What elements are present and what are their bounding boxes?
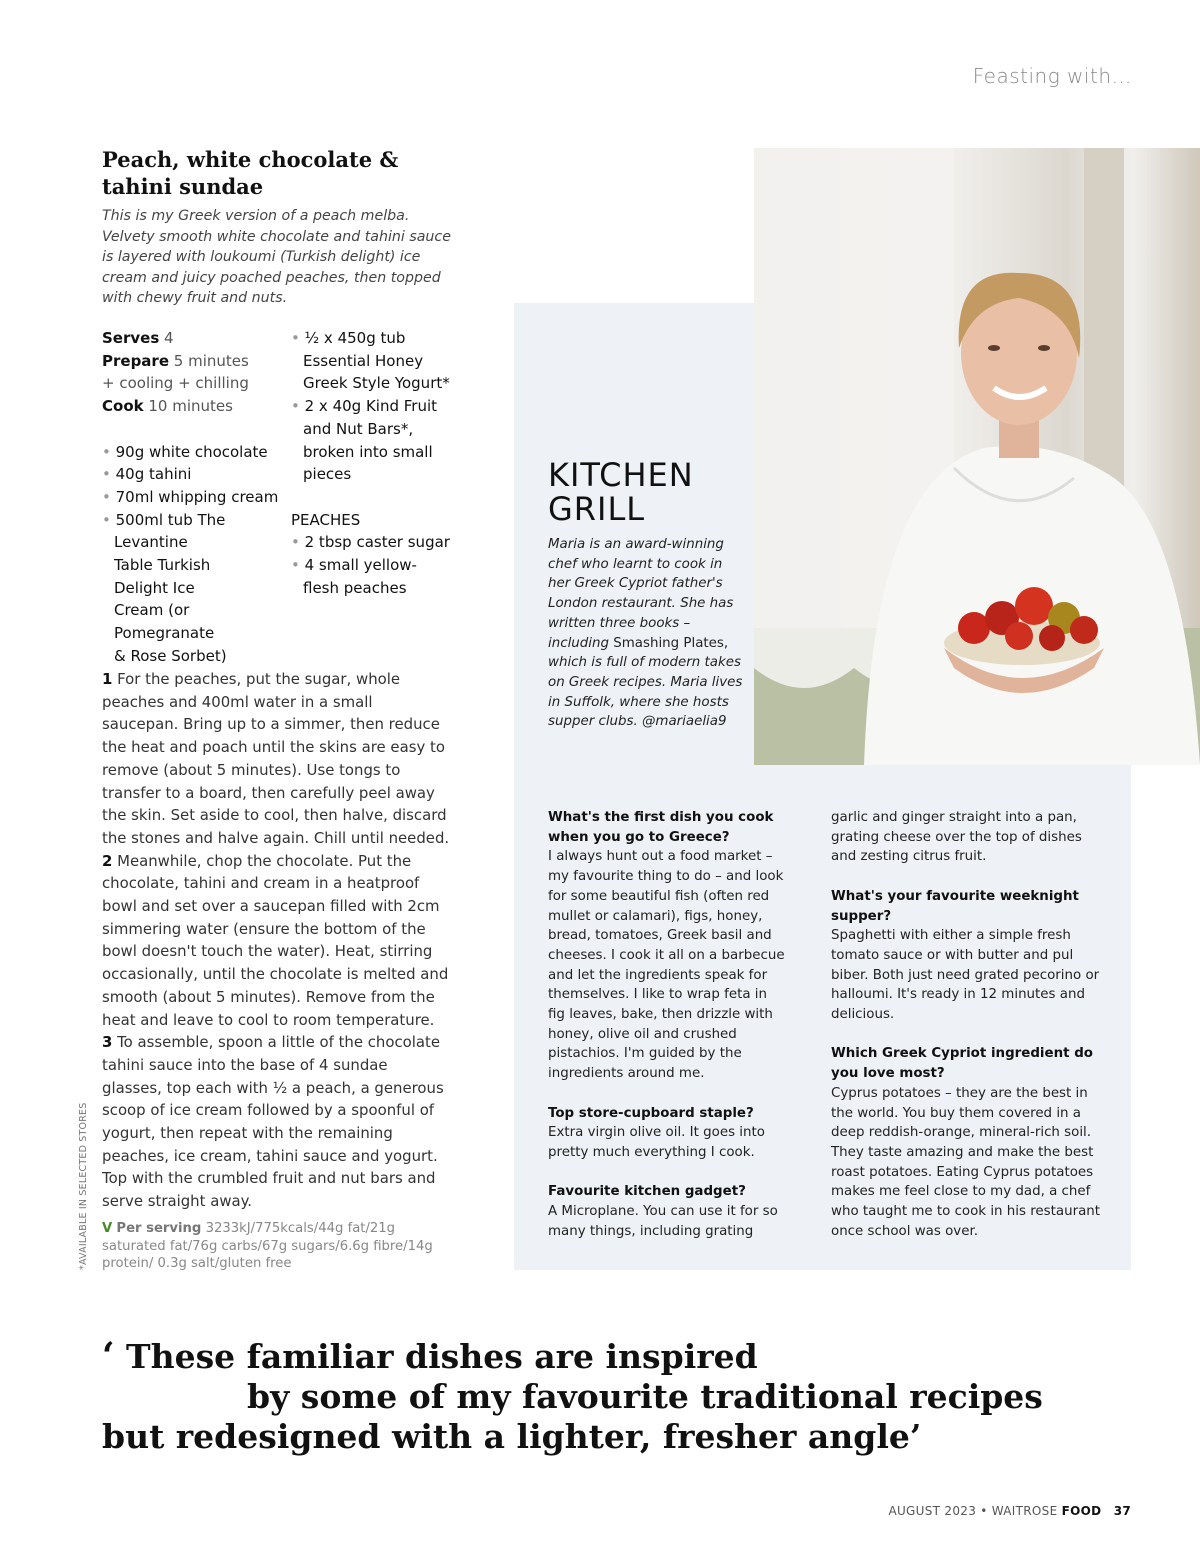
vegetarian-badge: V — [102, 1221, 113, 1236]
nutrition-label: Per serving — [116, 1221, 202, 1236]
method — [102, 668, 450, 1213]
ingredient-list — [291, 327, 451, 486]
step-text: Meanwhile, chop the chocolate. Put the chocolate, tahini and cream in a heatproof bowl and set over a saucepan filled with 2cm simmering water (ensure the bottom of the bowl doesn't touch the water). Heat, stirring occasionally, until the chocolate is melted and smooth (about 5 minutes). Remove from the heat and leave to cool to room temperature. — [102, 851, 449, 1029]
method-step — [102, 1031, 450, 1213]
ingredient: • 2 x 40g Kind Fruit and Nut Bars*, broken into small pieces — [291, 395, 451, 486]
serves-label: Serves — [102, 329, 160, 347]
quote-line: These familiar dishes are inspired — [126, 1337, 758, 1376]
quote-line: by some of my favourite traditional recipes — [247, 1377, 1043, 1416]
cook-value: 10 minutes — [148, 397, 233, 416]
question: Top store-cupboard staple? — [548, 1105, 754, 1121]
heading-line: KITCHEN — [548, 456, 694, 494]
nutrition-info — [102, 1220, 452, 1273]
recipe-intro: This is my Greek version of a peach melba. Velvety smooth white chocolate and tahini sauce is layered with loukoumi (Turkish delight) ice cream and juicy poached peaches, then topped with chewy fruit and nuts. — [102, 208, 451, 307]
chef-bio — [548, 535, 748, 732]
quote-mark-icon: ‘ — [102, 1335, 115, 1377]
method-step — [102, 850, 450, 1032]
nutrition-values: 3233kJ/775kcals/44g fat/21g saturated fat/76g carbs/67g sugars/6.6g fibre/14g protein/ 0.3g salt/gluten free — [102, 1221, 433, 1272]
separator: • — [980, 1504, 988, 1518]
question: What's your favourite weeknight supper? — [831, 888, 1079, 924]
serves-value: 4 — [164, 329, 174, 347]
step-number: 1 — [102, 670, 113, 688]
answer: Spaghetti with either a simple fresh tomato sauce or with butter and pul biber. Both just need grated pecorino or halloumi. It's ready in 12 minutes and delicious. — [831, 928, 1100, 1023]
step-text: To assemble, spoon a little of the chocolate tahini sauce into the base of 4 sundae glasses, top each with ½ a peach, a generous scoop of ice cream followed by a spoonful of yogurt, then repeat with the remaining peaches, ice cream, tahini sauce and yogurt. Top with the crumbled fruit and nut bars and serve straight away. — [102, 1033, 444, 1211]
step-number: 2 — [102, 851, 113, 870]
question: Which Greek Cypriot ingredient do you love most? — [831, 1046, 1093, 1082]
ingredient: • 500ml tub The Levantine Table Turkish Delight Ice Cream (or Pomegranate & Rose Sorbet) — [102, 509, 227, 668]
prepare-label: Prepare — [102, 351, 169, 370]
availability-note: *AVAILABLE IN SELECTED STORES — [78, 1102, 89, 1270]
recipe-meta — [102, 327, 292, 418]
pull-quote — [102, 1336, 1102, 1457]
answer: Cyprus potatoes – they are the best in the world. You buy them covered in a deep reddish-orange, mineral-rich soil. They taste amazing and make the best roast potatoes. Eating Cyprus potatoes makes me feel close to my dad, a chef who taught me to cook in his restaurant once school was over. — [831, 1085, 1101, 1239]
running-head: Feasting with… — [972, 64, 1132, 88]
question: Favourite kitchen gadget? — [548, 1184, 746, 1200]
method-step — [102, 668, 450, 850]
qa-column-1 — [548, 808, 788, 1261]
ingredients-column-2 — [291, 327, 461, 599]
ingredient: • 90g white chocolate — [102, 441, 292, 464]
page-footer — [888, 1504, 1131, 1518]
ingredient: • 4 small yellow-flesh peaches — [291, 554, 421, 599]
chef-photo — [754, 148, 1200, 765]
page-number: 37 — [1113, 1504, 1131, 1518]
brand-name-bold: FOOD — [1061, 1504, 1102, 1518]
peaches-heading: PEACHES — [291, 510, 361, 529]
sidebar-heading — [548, 458, 694, 526]
chef-photo-illustration — [754, 148, 1200, 765]
answer: A Microplane. You can use it for so many things, including grating — [548, 1204, 778, 1239]
peaches-ingredient-list — [291, 531, 461, 599]
brand-name: WAITROSE — [991, 1504, 1058, 1518]
question: What's the first dish you cook when you go to Greece? — [548, 810, 774, 845]
bio-text: Maria is an award-winning chef who learnt to cook in her Greek Cypriot father's London restaurant. She has written three books – including — [548, 537, 734, 651]
recipe-meta-column — [102, 327, 292, 668]
step-text: For the peaches, put the sugar, whole peaches and 400ml water in a small saucepan. Bring up to a simmer, then reduce the heat and poach until the skins are easy to remove (about 5 minutes). Use tongs to transfer to a board, then carefully peel away the skin. Set aside to cool, then halve, discard the stones and halve again. Chill until needed. — [102, 670, 450, 847]
answer-continued: garlic and ginger straight into a pan, grating cheese over the top of dishes and zesting citrus fruit. — [831, 810, 1082, 865]
ingredient: • 70ml whipping cream — [102, 486, 292, 509]
heading-line: GRILL — [548, 490, 646, 528]
answer: I always hunt out a food market – my favourite thing to do – and look for some beautiful fish (often red mullet or calamari), figs, honey, bread, tomatoes, Greek basil and cheeses. I cook it all on a barbecue and let the ingredients speak for themselves. I like to wrap feta in fig leaves, bake, then drizzle with honey, olive oil and crushed pistachios. I'm guided by the ingredients around me. — [548, 849, 785, 1082]
prepare-value: 5 minutes — [173, 351, 249, 370]
prepare-extra: + cooling + chilling — [102, 374, 249, 393]
qa-column-2 — [831, 808, 1101, 1261]
issue-date: AUGUST 2023 — [888, 1504, 977, 1518]
book-title: Smashing Plates, — [613, 635, 729, 651]
ingredient: • ½ x 450g tub Essential Honey Greek Style Yogurt* — [291, 327, 451, 395]
cook-label: Cook — [102, 397, 144, 416]
step-number: 3 — [102, 1033, 113, 1052]
ingredient: • 40g tahini — [102, 463, 292, 486]
ingredient: • 2 tbsp caster sugar — [291, 531, 461, 554]
bio-text: which is full of modern takes on Greek recipes. Maria lives in Suffolk, where she hosts supper clubs. @mariaelia9 — [548, 655, 743, 730]
recipe-title: Peach, white chocolate & tahini sundae — [102, 147, 399, 199]
ingredient-list — [102, 441, 292, 668]
quote-line: but redesigned with a lighter, fresher angle’ — [102, 1417, 922, 1456]
answer: Extra virgin olive oil. It goes into pretty much everything I cook. — [548, 1125, 765, 1160]
